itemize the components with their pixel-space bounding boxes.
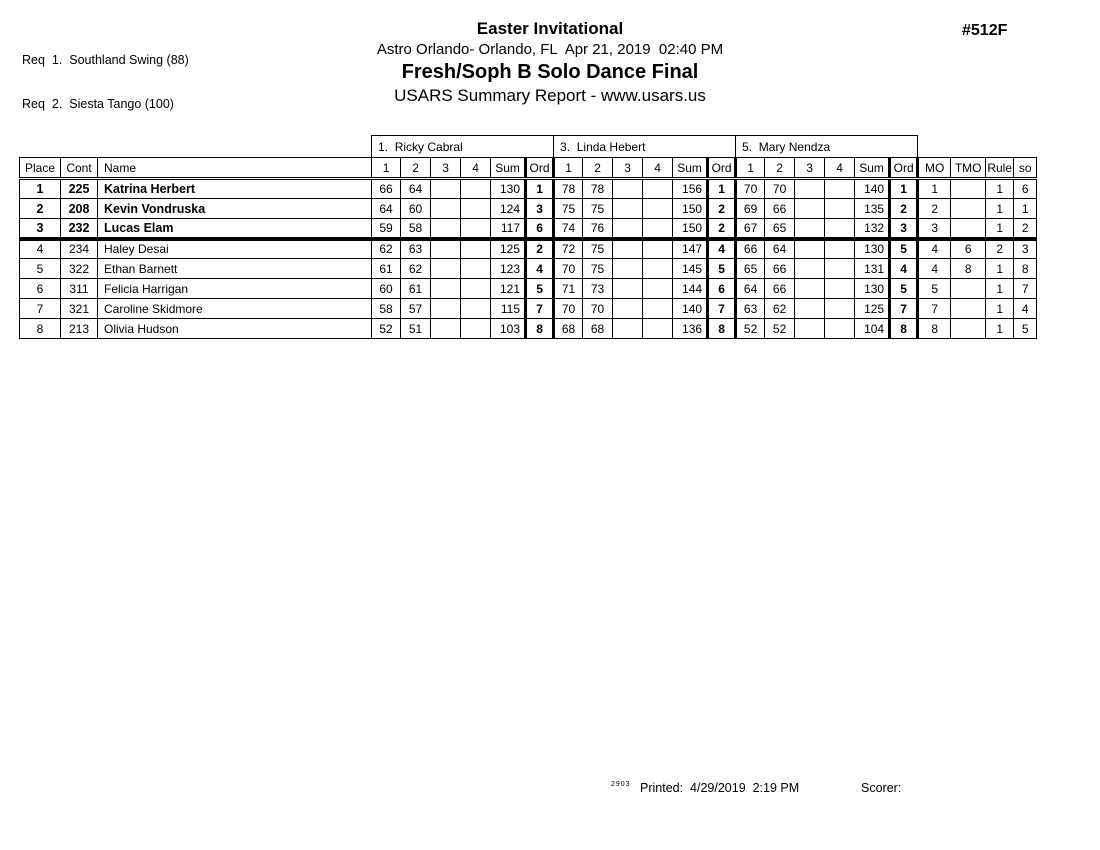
score-cell [431, 179, 461, 199]
col-header-ord: Ord [708, 158, 736, 179]
sum-cell: 132 [855, 219, 890, 239]
score-cell: 57 [401, 299, 431, 319]
col-header-so: so [1014, 158, 1037, 179]
score-cell: 64 [736, 279, 765, 299]
score-cell: 62 [372, 239, 401, 259]
score-cell: 78 [583, 179, 613, 199]
ord-cell: 5 [890, 279, 918, 299]
rule-cell: 2 [986, 239, 1014, 259]
score-cell: 74 [554, 219, 583, 239]
place-cell: 1 [20, 179, 61, 199]
ord-cell: 5 [708, 259, 736, 279]
score-cell [431, 199, 461, 219]
place-cell: 5 [20, 259, 61, 279]
judge-header-row [20, 136, 1037, 158]
score-cell: 66 [736, 239, 765, 259]
col-header-score: 2 [401, 158, 431, 179]
judge-header-spacer-right [918, 136, 1037, 158]
sum-cell: 150 [673, 219, 708, 239]
score-cell [461, 299, 491, 319]
competition-title: Easter Invitational [476, 19, 624, 38]
score-cell [825, 319, 855, 339]
score-cell [643, 239, 673, 259]
score-cell [795, 199, 825, 219]
printed-label: Printed: [640, 781, 684, 795]
mo-cell: 4 [918, 239, 951, 259]
printed-timestamp: 4/29/2019 2:19 PM [690, 781, 800, 795]
ord-cell: 2 [708, 219, 736, 239]
score-cell [461, 259, 491, 279]
score-cell: 62 [765, 299, 795, 319]
result-row [20, 299, 1037, 319]
score-cell: 65 [736, 259, 765, 279]
score-cell: 66 [765, 199, 795, 219]
so-cell: 1 [1014, 199, 1037, 219]
place-cell: 2 [20, 199, 61, 219]
ord-cell: 1 [890, 179, 918, 199]
sum-cell: 104 [855, 319, 890, 339]
score-cell: 70 [765, 179, 795, 199]
score-cell: 60 [372, 279, 401, 299]
score-cell [461, 199, 491, 219]
ord-cell: 5 [890, 239, 918, 259]
score-cell [795, 299, 825, 319]
ord-cell: 2 [890, 199, 918, 219]
name-cell: Ethan Barnett [98, 259, 372, 279]
rule-cell: 1 [986, 179, 1014, 199]
footer-version-code: 2903 [611, 781, 631, 788]
name-cell: Haley Desai [98, 239, 372, 259]
ord-cell: 8 [708, 319, 736, 339]
report-header [0, 20, 1100, 105]
event-number: #512F [962, 22, 1008, 39]
score-cell [431, 219, 461, 239]
tmo-cell [951, 279, 986, 299]
score-cell [825, 199, 855, 219]
score-cell: 66 [765, 279, 795, 299]
ord-cell: 1 [526, 179, 554, 199]
so-cell: 2 [1014, 219, 1037, 239]
ord-cell: 4 [526, 259, 554, 279]
results-table [19, 135, 1037, 339]
score-cell: 60 [401, 199, 431, 219]
score-cell [431, 319, 461, 339]
score-cell: 68 [583, 319, 613, 339]
cont-cell: 311 [61, 279, 98, 299]
score-cell: 52 [736, 319, 765, 339]
score-cell: 75 [583, 259, 613, 279]
rule-cell: 1 [986, 279, 1014, 299]
col-header-score: 1 [372, 158, 401, 179]
col-header-sum: Sum [673, 158, 708, 179]
tmo-cell: 8 [951, 259, 986, 279]
ord-cell: 7 [890, 299, 918, 319]
sum-cell: 125 [491, 239, 526, 259]
col-header-score: 1 [554, 158, 583, 179]
place-cell: 6 [20, 279, 61, 299]
col-header-score: 3 [431, 158, 461, 179]
score-cell [461, 319, 491, 339]
sum-cell: 147 [673, 239, 708, 259]
score-cell: 69 [736, 199, 765, 219]
report-type-line: USARS Summary Report - www.usars.us [394, 86, 706, 105]
name-cell: Felicia Harrigan [98, 279, 372, 299]
score-cell [613, 199, 643, 219]
sum-cell: 130 [491, 179, 526, 199]
score-cell: 68 [554, 319, 583, 339]
score-cell: 63 [401, 239, 431, 259]
ord-cell: 2 [526, 239, 554, 259]
result-row [20, 279, 1037, 299]
mo-cell: 4 [918, 259, 951, 279]
tmo-cell [951, 179, 986, 199]
place-cell: 7 [20, 299, 61, 319]
required-dance-1: Req 1. Southland Swing (88) [22, 53, 189, 67]
sum-cell: 125 [855, 299, 890, 319]
score-cell: 64 [401, 179, 431, 199]
col-header-tmo: TMO [951, 158, 986, 179]
score-cell: 75 [583, 239, 613, 259]
rule-cell: 1 [986, 259, 1014, 279]
score-cell: 71 [554, 279, 583, 299]
score-cell [613, 319, 643, 339]
col-header-mo: MO [918, 158, 951, 179]
score-cell [613, 239, 643, 259]
cont-cell: 322 [61, 259, 98, 279]
score-cell [795, 279, 825, 299]
name-cell: Lucas Elam [98, 219, 372, 239]
so-cell: 8 [1014, 259, 1037, 279]
name-cell: Kevin Vondruska [98, 199, 372, 219]
score-cell [431, 279, 461, 299]
score-cell: 52 [372, 319, 401, 339]
cont-cell: 321 [61, 299, 98, 319]
score-cell: 51 [401, 319, 431, 339]
sum-cell: 117 [491, 219, 526, 239]
score-cell [643, 179, 673, 199]
judge-2-name: 3. Linda Hebert [554, 136, 736, 158]
score-cell [613, 259, 643, 279]
score-cell [643, 199, 673, 219]
sum-cell: 156 [673, 179, 708, 199]
result-row [20, 219, 1037, 239]
score-cell: 58 [372, 299, 401, 319]
result-row [20, 239, 1037, 259]
so-cell: 5 [1014, 319, 1037, 339]
sum-cell: 144 [673, 279, 708, 299]
score-cell [461, 179, 491, 199]
so-cell: 6 [1014, 179, 1037, 199]
sum-cell: 115 [491, 299, 526, 319]
ord-cell: 7 [526, 299, 554, 319]
score-cell: 72 [554, 239, 583, 259]
col-header-score: 1 [736, 158, 765, 179]
col-header-score: 4 [643, 158, 673, 179]
score-cell [461, 279, 491, 299]
score-cell: 70 [554, 299, 583, 319]
score-cell [613, 299, 643, 319]
sum-cell: 130 [855, 279, 890, 299]
score-cell: 75 [554, 199, 583, 219]
sum-cell: 121 [491, 279, 526, 299]
cont-cell: 213 [61, 319, 98, 339]
col-header-score: 4 [825, 158, 855, 179]
score-cell [431, 259, 461, 279]
result-row [20, 199, 1037, 219]
so-cell: 4 [1014, 299, 1037, 319]
score-cell: 70 [554, 259, 583, 279]
col-header-score: 2 [765, 158, 795, 179]
score-cell: 66 [372, 179, 401, 199]
sum-cell: 135 [855, 199, 890, 219]
score-cell [461, 219, 491, 239]
score-cell: 75 [583, 199, 613, 219]
tmo-cell: 6 [951, 239, 986, 259]
ord-cell: 7 [708, 299, 736, 319]
judge-1-name: 1. Ricky Cabral [372, 136, 554, 158]
name-cell: Caroline Skidmore [98, 299, 372, 319]
score-cell: 58 [401, 219, 431, 239]
sum-cell: 124 [491, 199, 526, 219]
score-cell: 63 [736, 299, 765, 319]
score-cell: 61 [401, 279, 431, 299]
mo-cell: 8 [918, 319, 951, 339]
sum-cell: 130 [855, 239, 890, 259]
score-cell [613, 279, 643, 299]
mo-cell: 1 [918, 179, 951, 199]
result-row [20, 179, 1037, 199]
score-cell [825, 179, 855, 199]
col-header-rule: Rule [986, 158, 1014, 179]
result-row [20, 319, 1037, 339]
score-cell [825, 299, 855, 319]
score-cell [431, 239, 461, 259]
col-header-ord: Ord [890, 158, 918, 179]
score-cell [643, 319, 673, 339]
score-cell [613, 219, 643, 239]
score-cell [431, 299, 461, 319]
sum-cell: 103 [491, 319, 526, 339]
score-cell [795, 319, 825, 339]
so-cell: 3 [1014, 239, 1037, 259]
ord-cell: 8 [526, 319, 554, 339]
col-header-sum: Sum [855, 158, 890, 179]
ord-cell: 3 [890, 219, 918, 239]
tmo-cell [951, 219, 986, 239]
ord-cell: 6 [526, 219, 554, 239]
col-header-ord: Ord [526, 158, 554, 179]
score-cell [825, 219, 855, 239]
col-header-place: Place [20, 158, 61, 179]
place-cell: 8 [20, 319, 61, 339]
place-cell: 3 [20, 219, 61, 239]
score-cell: 70 [583, 299, 613, 319]
score-cell: 64 [372, 199, 401, 219]
score-cell [795, 259, 825, 279]
score-cell: 65 [765, 219, 795, 239]
score-cell [795, 239, 825, 259]
ord-cell: 8 [890, 319, 918, 339]
footer-printed [640, 781, 799, 795]
col-header-name: Name [98, 158, 372, 179]
ord-cell: 4 [708, 239, 736, 259]
tmo-cell [951, 199, 986, 219]
name-cell: Katrina Herbert [98, 179, 372, 199]
result-row [20, 259, 1037, 279]
venue-date-line: Astro Orlando- Orlando, FL Apr 21, 2019 02:40 PM [376, 41, 724, 58]
mo-cell: 3 [918, 219, 951, 239]
ord-cell: 1 [708, 179, 736, 199]
col-header-cont: Cont [61, 158, 98, 179]
cont-cell: 208 [61, 199, 98, 219]
col-header-score: 4 [461, 158, 491, 179]
mo-cell: 7 [918, 299, 951, 319]
judge-3-name: 5. Mary Nendza [736, 136, 918, 158]
ord-cell: 6 [708, 279, 736, 299]
sum-cell: 136 [673, 319, 708, 339]
score-cell [643, 219, 673, 239]
score-cell [461, 239, 491, 259]
sum-cell: 131 [855, 259, 890, 279]
mo-cell: 5 [918, 279, 951, 299]
score-cell: 73 [583, 279, 613, 299]
column-header-row [20, 158, 1037, 179]
ord-cell: 4 [890, 259, 918, 279]
cont-cell: 234 [61, 239, 98, 259]
score-cell [613, 179, 643, 199]
sum-cell: 123 [491, 259, 526, 279]
required-dance-2: Req 2. Siesta Tango (100) [22, 96, 174, 111]
name-cell: Olivia Hudson [98, 319, 372, 339]
sum-cell: 140 [855, 179, 890, 199]
event-title: Fresh/Soph B Solo Dance Final [401, 61, 699, 83]
sum-cell: 150 [673, 199, 708, 219]
tmo-cell [951, 319, 986, 339]
col-header-sum: Sum [491, 158, 526, 179]
judge-header-spacer-left [20, 136, 372, 158]
cont-cell: 225 [61, 179, 98, 199]
col-header-score: 3 [613, 158, 643, 179]
ord-cell: 2 [708, 199, 736, 219]
score-cell: 78 [554, 179, 583, 199]
score-cell [795, 219, 825, 239]
sum-cell: 145 [673, 259, 708, 279]
rule-cell: 1 [986, 199, 1014, 219]
score-cell: 62 [401, 259, 431, 279]
score-cell: 64 [765, 239, 795, 259]
col-header-score: 3 [795, 158, 825, 179]
score-cell: 61 [372, 259, 401, 279]
score-cell [643, 279, 673, 299]
tmo-cell [951, 299, 986, 319]
score-cell: 70 [736, 179, 765, 199]
col-header-score: 2 [583, 158, 613, 179]
score-cell [643, 299, 673, 319]
rule-cell: 1 [986, 319, 1014, 339]
rule-cell: 1 [986, 219, 1014, 239]
ord-cell: 5 [526, 279, 554, 299]
score-cell: 76 [583, 219, 613, 239]
cont-cell: 232 [61, 219, 98, 239]
score-cell [825, 259, 855, 279]
ord-cell: 3 [526, 199, 554, 219]
score-cell: 67 [736, 219, 765, 239]
place-cell: 4 [20, 239, 61, 259]
score-cell [795, 179, 825, 199]
score-cell: 66 [765, 259, 795, 279]
score-cell: 52 [765, 319, 795, 339]
score-cell [825, 279, 855, 299]
so-cell: 7 [1014, 279, 1037, 299]
footer-scorer-label: Scorer: [861, 781, 902, 795]
sum-cell: 140 [673, 299, 708, 319]
score-cell: 59 [372, 219, 401, 239]
score-cell [825, 239, 855, 259]
mo-cell: 2 [918, 199, 951, 219]
score-cell [643, 259, 673, 279]
rule-cell: 1 [986, 299, 1014, 319]
